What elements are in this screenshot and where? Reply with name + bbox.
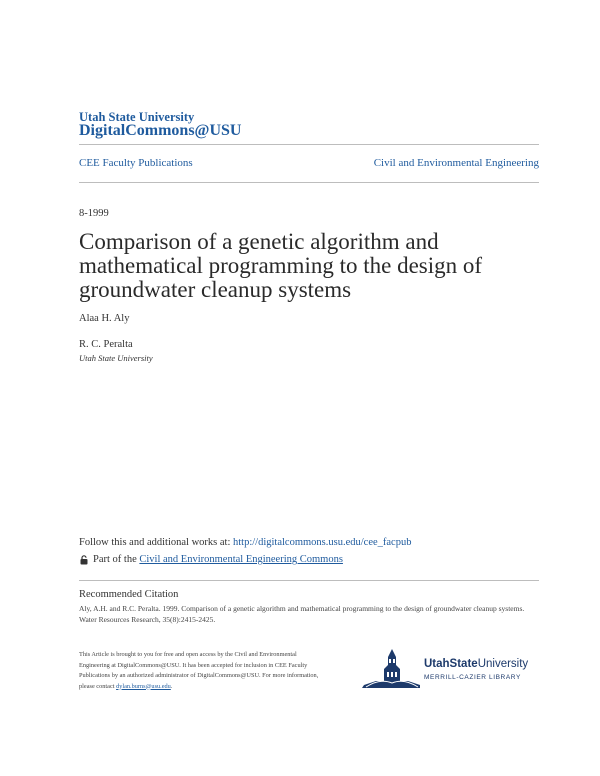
author-name: R. C. Peralta: [79, 339, 133, 350]
notice-text: This Article is brought to you for free and open access by the Civil and Environmental Engineering at DigitalCommons@USU. It has been accepted for inclusion in CEE Faculty Publications by an authorized administrator of DigitalCommons@USU. For more information, please contact: [79, 651, 319, 690]
logo-university-name: UtahStateUniversity: [424, 658, 529, 670]
collection-url-link[interactable]: http://digitalcommons.usu.edu/cee_facpub: [233, 537, 412, 548]
part-of-label: Part of the: [93, 554, 140, 565]
university-name: Utah State University: [79, 110, 195, 124]
open-access-icon: [79, 555, 89, 565]
citation-text: Aly, A.H. and R.C. Peralta. 1999. Comparison of a genetic algorithm and mathematical programming to the design of groundwater cleanup systems. Water Resources Research, 35(8):2415-2425.: [79, 604, 525, 624]
nav-link-cee-faculty-publications[interactable]: CEE Faculty Publications: [79, 157, 193, 169]
access-notice: [79, 650, 324, 692]
old-main-tower-icon: [360, 645, 422, 690]
logo-library-name: MERRILL-CAZIER LIBRARY: [424, 674, 521, 681]
library-logo[interactable]: [360, 645, 540, 690]
contact-email-link[interactable]: dylan.burns@usu.edu: [116, 682, 171, 690]
publication-date: 8-1999: [79, 208, 109, 219]
follow-line: [79, 537, 411, 548]
nav-divider: [79, 182, 539, 183]
repository-name[interactable]: DigitalCommons@USU: [79, 122, 242, 139]
article-title: Comparison of a genetic algorithm and mathematical programming to the design of groundwater cleanup systems: [79, 229, 483, 302]
nav-link-civil-environmental-engineering[interactable]: Civil and Environmental Engineering: [373, 157, 539, 169]
follow-label: Follow this and additional works at:: [79, 537, 233, 548]
notice-suffix: .: [170, 682, 173, 690]
commons-link[interactable]: Civil and Environmental Engineering Commons: [139, 554, 343, 565]
citation-heading: Recommended Citation: [79, 589, 179, 600]
header-divider: [79, 144, 539, 145]
part-of-line: [79, 554, 343, 565]
author-affiliation: Utah State University: [79, 353, 153, 363]
citation-divider: [79, 580, 539, 581]
author-name: Alaa H. Aly: [79, 313, 130, 324]
